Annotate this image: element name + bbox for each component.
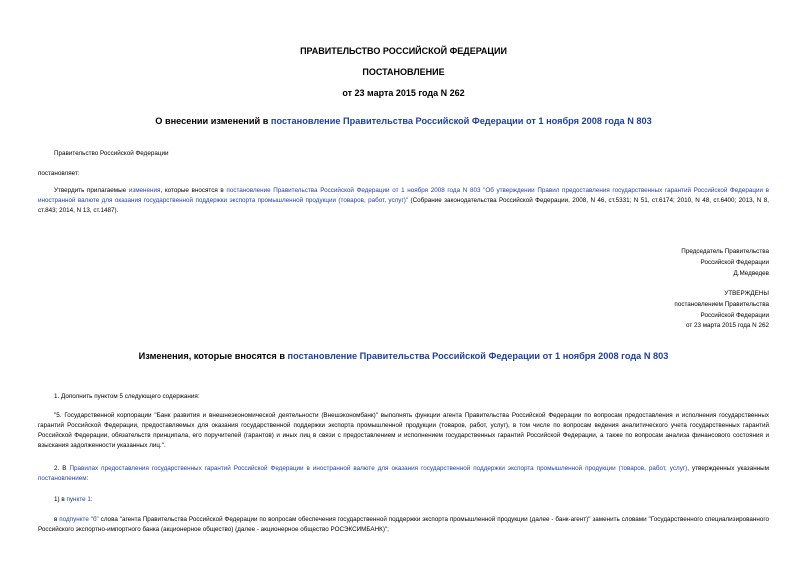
changes-title-text: Изменения, которые вносятся в — [138, 351, 288, 361]
change-text: слова "агента Правительства Российской Федерации по вопросам обеспечения государственной поддержки экспорта промышленной продукции (далее - банк-агент)" заменить словами "Государственного специализированного Российского экспортно-импортного банка (акционерное общество) (далее - акционерное общество РОСЭКСИМБАНК)"; — [38, 516, 769, 533]
change-text: : — [86, 475, 89, 482]
approved-date: от 23 марта 2015 года N 262 — [685, 322, 769, 330]
change-text: , утвержденных указанным — [687, 465, 770, 472]
signature-country: Российской Федерации — [700, 258, 769, 266]
change-subitem-1 — [54, 495, 93, 505]
document-type: ПОСТАНОВЛЕНИЕ — [362, 67, 445, 77]
point-1-link[interactable]: пункте 1 — [66, 496, 91, 503]
approval-text: Утвердить прилагаемые — [54, 187, 129, 194]
resolves-paragraph: постановляет: — [38, 170, 80, 177]
change-text: : — [90, 496, 93, 503]
change-subpoint-b — [38, 515, 769, 535]
government-paragraph: Правительство Российской Федерации — [54, 150, 169, 157]
approval-text: (Собрание законодательства Российской Федерации, 2008, N 46, ст.5331; N 51, ст.6174; 2010, N 48, ст.6400; 2013, N 8, ст.843; 2014, N 13, ст.1487). — [38, 197, 769, 214]
approved-label: УТВЕРЖДЕНЫ — [724, 290, 769, 297]
changes-title — [0, 351, 807, 361]
signature-name: Д.Медведев — [733, 269, 769, 277]
decree-803-full-link[interactable]: постановление Правительства Российской Федерации от 1 ноября 2008 года N 803 "Об утверждении Правил предоставления государственных гарантий Российской Федерации в иностранной валюте для оказания государственной поддержки экспорта промышленной продукции (товаров, работ, услуг)" — [38, 187, 769, 204]
resolution-link[interactable]: постановлением — [38, 475, 87, 482]
document-title-text: О внесении изменений в — [155, 116, 271, 126]
approval-paragraph — [38, 186, 769, 216]
approved-by: постановлением Правительства — [674, 300, 769, 308]
change-text: в — [54, 516, 60, 523]
change-item-2 — [38, 464, 769, 484]
approval-text: , которые вносятся в — [160, 187, 227, 194]
approval-stamp — [674, 289, 769, 332]
change-paragraph-5: "5. Государственной корпорации "Банк развития и внешнеэкономической деятельности (Внешэкономбанк)" выполнять функции агента Правительства Российской Федерации по вопросам предоставления и исполнения государственных гарантий Российской Федерации, предоставляемых для оказания государственной поддержки экспорта промышленной продукции (товаров, работ, услуг), в том числе по вопросам ведения аналитического учета государственных гарантий Российской Федерации, обязательств принципала, его поручителей (гарантов) и иных лиц в связи с предоставлением и исполнением государственных гарантий Российской Федерации, а также по вопросам анализа финансового состояния и взыскания задолженности указанных лиц.". — [38, 412, 769, 449]
approved-country: Российской Федерации — [700, 311, 769, 319]
signature-position: Председатель Правительства — [681, 248, 769, 255]
rules-link[interactable]: Правилах предоставления государственных гарантий Российской Федерации в иностранной валюте для оказания государственной поддержки экспорта промышленной продукции (товаров, работ, услуг) — [69, 465, 688, 472]
signature-block — [681, 247, 769, 279]
subpoint-b-link[interactable]: подпункте "б" — [59, 516, 99, 523]
change-text: 2. В — [54, 465, 70, 472]
document-title — [0, 116, 807, 126]
changes-decree-link[interactable]: постановление Правительства Российской Федерации от 1 ноября 2008 года N 803 — [287, 351, 669, 361]
decree-803-link[interactable]: постановление Правительства Российской Федерации от 1 ноября 2008 года N 803 — [270, 116, 652, 126]
change-text: 1) в — [54, 496, 67, 503]
change-item-1: 1. Дополнить пунктом 5 следующего содержания: — [54, 393, 200, 400]
changes-link[interactable]: изменения — [128, 187, 161, 194]
document-date: от 23 марта 2015 года N 262 — [342, 88, 465, 98]
government-heading: ПРАВИТЕЛЬСТВО РОССИЙСКОЙ ФЕДЕРАЦИИ — [300, 46, 507, 56]
